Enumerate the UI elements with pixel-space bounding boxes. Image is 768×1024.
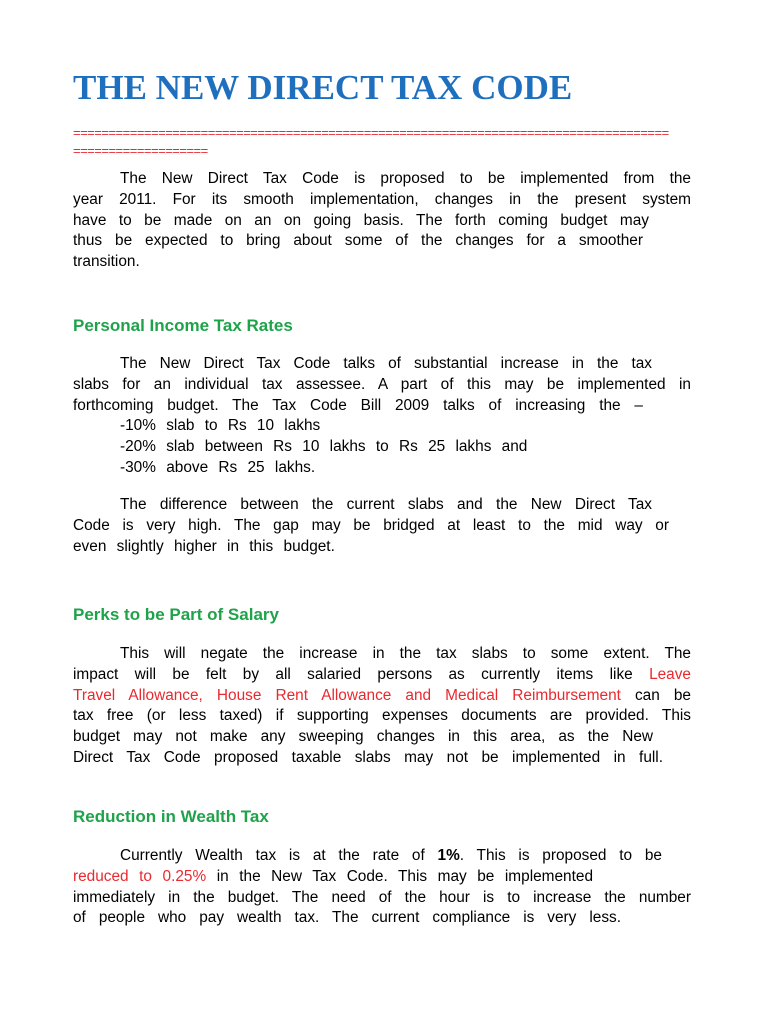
- highlighted-text: Travel Allowance, House Rent Allowance and Medical Reimbursement: [73, 686, 621, 704]
- tax-slab-item: -20% slab between Rs 10 lakhs to Rs 25 lakhs and: [120, 438, 528, 456]
- text-segment: Currently Wealth tax is at the rate of: [120, 847, 425, 864]
- text-segment: in the New Tax Code. This may be implemented: [216, 867, 594, 885]
- text-line: thus be expected to bring about some of the changes for a smoother: [73, 232, 643, 250]
- text-line: even slightly higher in this budget.: [73, 537, 335, 555]
- section-heading-perks-salary: Perks to be Part of Salary: [73, 605, 279, 624]
- divider-line: ===================: [73, 143, 208, 158]
- text-line: immediately in the budget. The need of the hour is to increase the number: [73, 888, 691, 906]
- personal-income-tax-paragraph: [73, 354, 691, 479]
- wealth-tax-paragraph: [73, 846, 691, 929]
- slab-difference-paragraph: [73, 495, 691, 557]
- text-line: transition.: [73, 253, 140, 271]
- section-heading-wealth-tax: Reduction in Wealth Tax: [73, 807, 269, 826]
- text-line: The New Direct Tax Code is proposed to be implemented from the: [120, 170, 691, 187]
- highlighted-text: Leave: [649, 665, 691, 683]
- page-title: THE NEW DIRECT TAX CODE: [73, 68, 573, 107]
- intro-paragraph: [73, 169, 691, 273]
- text-line: budget may not make any sweeping changes in this area, as the New: [73, 728, 653, 746]
- tax-slab-item: -10% slab to Rs 10 lakhs: [120, 417, 321, 435]
- text-line: [73, 665, 691, 686]
- text-line: year 2011. For its smooth implementation, changes in the present system: [73, 190, 691, 208]
- divider-line: ====================================================================================: [73, 125, 669, 140]
- text-line: Direct Tax Code proposed taxable slabs may not be implemented in full.: [73, 748, 663, 766]
- text-line: have to be made on an on going basis. The forth coming budget may: [73, 211, 649, 229]
- text-segment: . This is proposed to be: [459, 847, 662, 864]
- text-line: Code is very high. The gap may be bridged at least to the mid way or: [73, 516, 669, 534]
- text-line: The New Direct Tax Code talks of substantial increase in the tax: [120, 355, 652, 372]
- section-heading-personal-income-tax: Personal Income Tax Rates: [73, 316, 293, 335]
- text-line: of people who pay wealth tax. The current compliance is very less.: [73, 909, 621, 927]
- text-line: This will negate the increase in the tax slabs to some extent. The: [120, 645, 691, 662]
- text-line: The difference between the current slabs and the New Direct Tax: [120, 496, 652, 513]
- text-line: [73, 686, 691, 707]
- text-segment: can be: [634, 686, 691, 704]
- text-line: [73, 846, 662, 867]
- highlighted-text: reduced to 0.25%: [73, 867, 207, 885]
- text-segment: impact will be felt by all salaried persons as currently items like: [73, 665, 633, 683]
- text-line: slabs for an individual tax assessee. A part of this may be implemented in: [73, 375, 691, 393]
- text-line: [73, 867, 593, 888]
- tax-slab-item: -30% above Rs 25 lakhs.: [120, 458, 316, 476]
- text-line: forthcoming budget. The Tax Code Bill 2009 talks of increasing the –: [73, 396, 643, 414]
- text-line: tax free (or less taxed) if supporting expenses documents are provided. This: [73, 707, 691, 725]
- perks-paragraph: [73, 644, 691, 769]
- bold-value: 1%: [437, 847, 460, 864]
